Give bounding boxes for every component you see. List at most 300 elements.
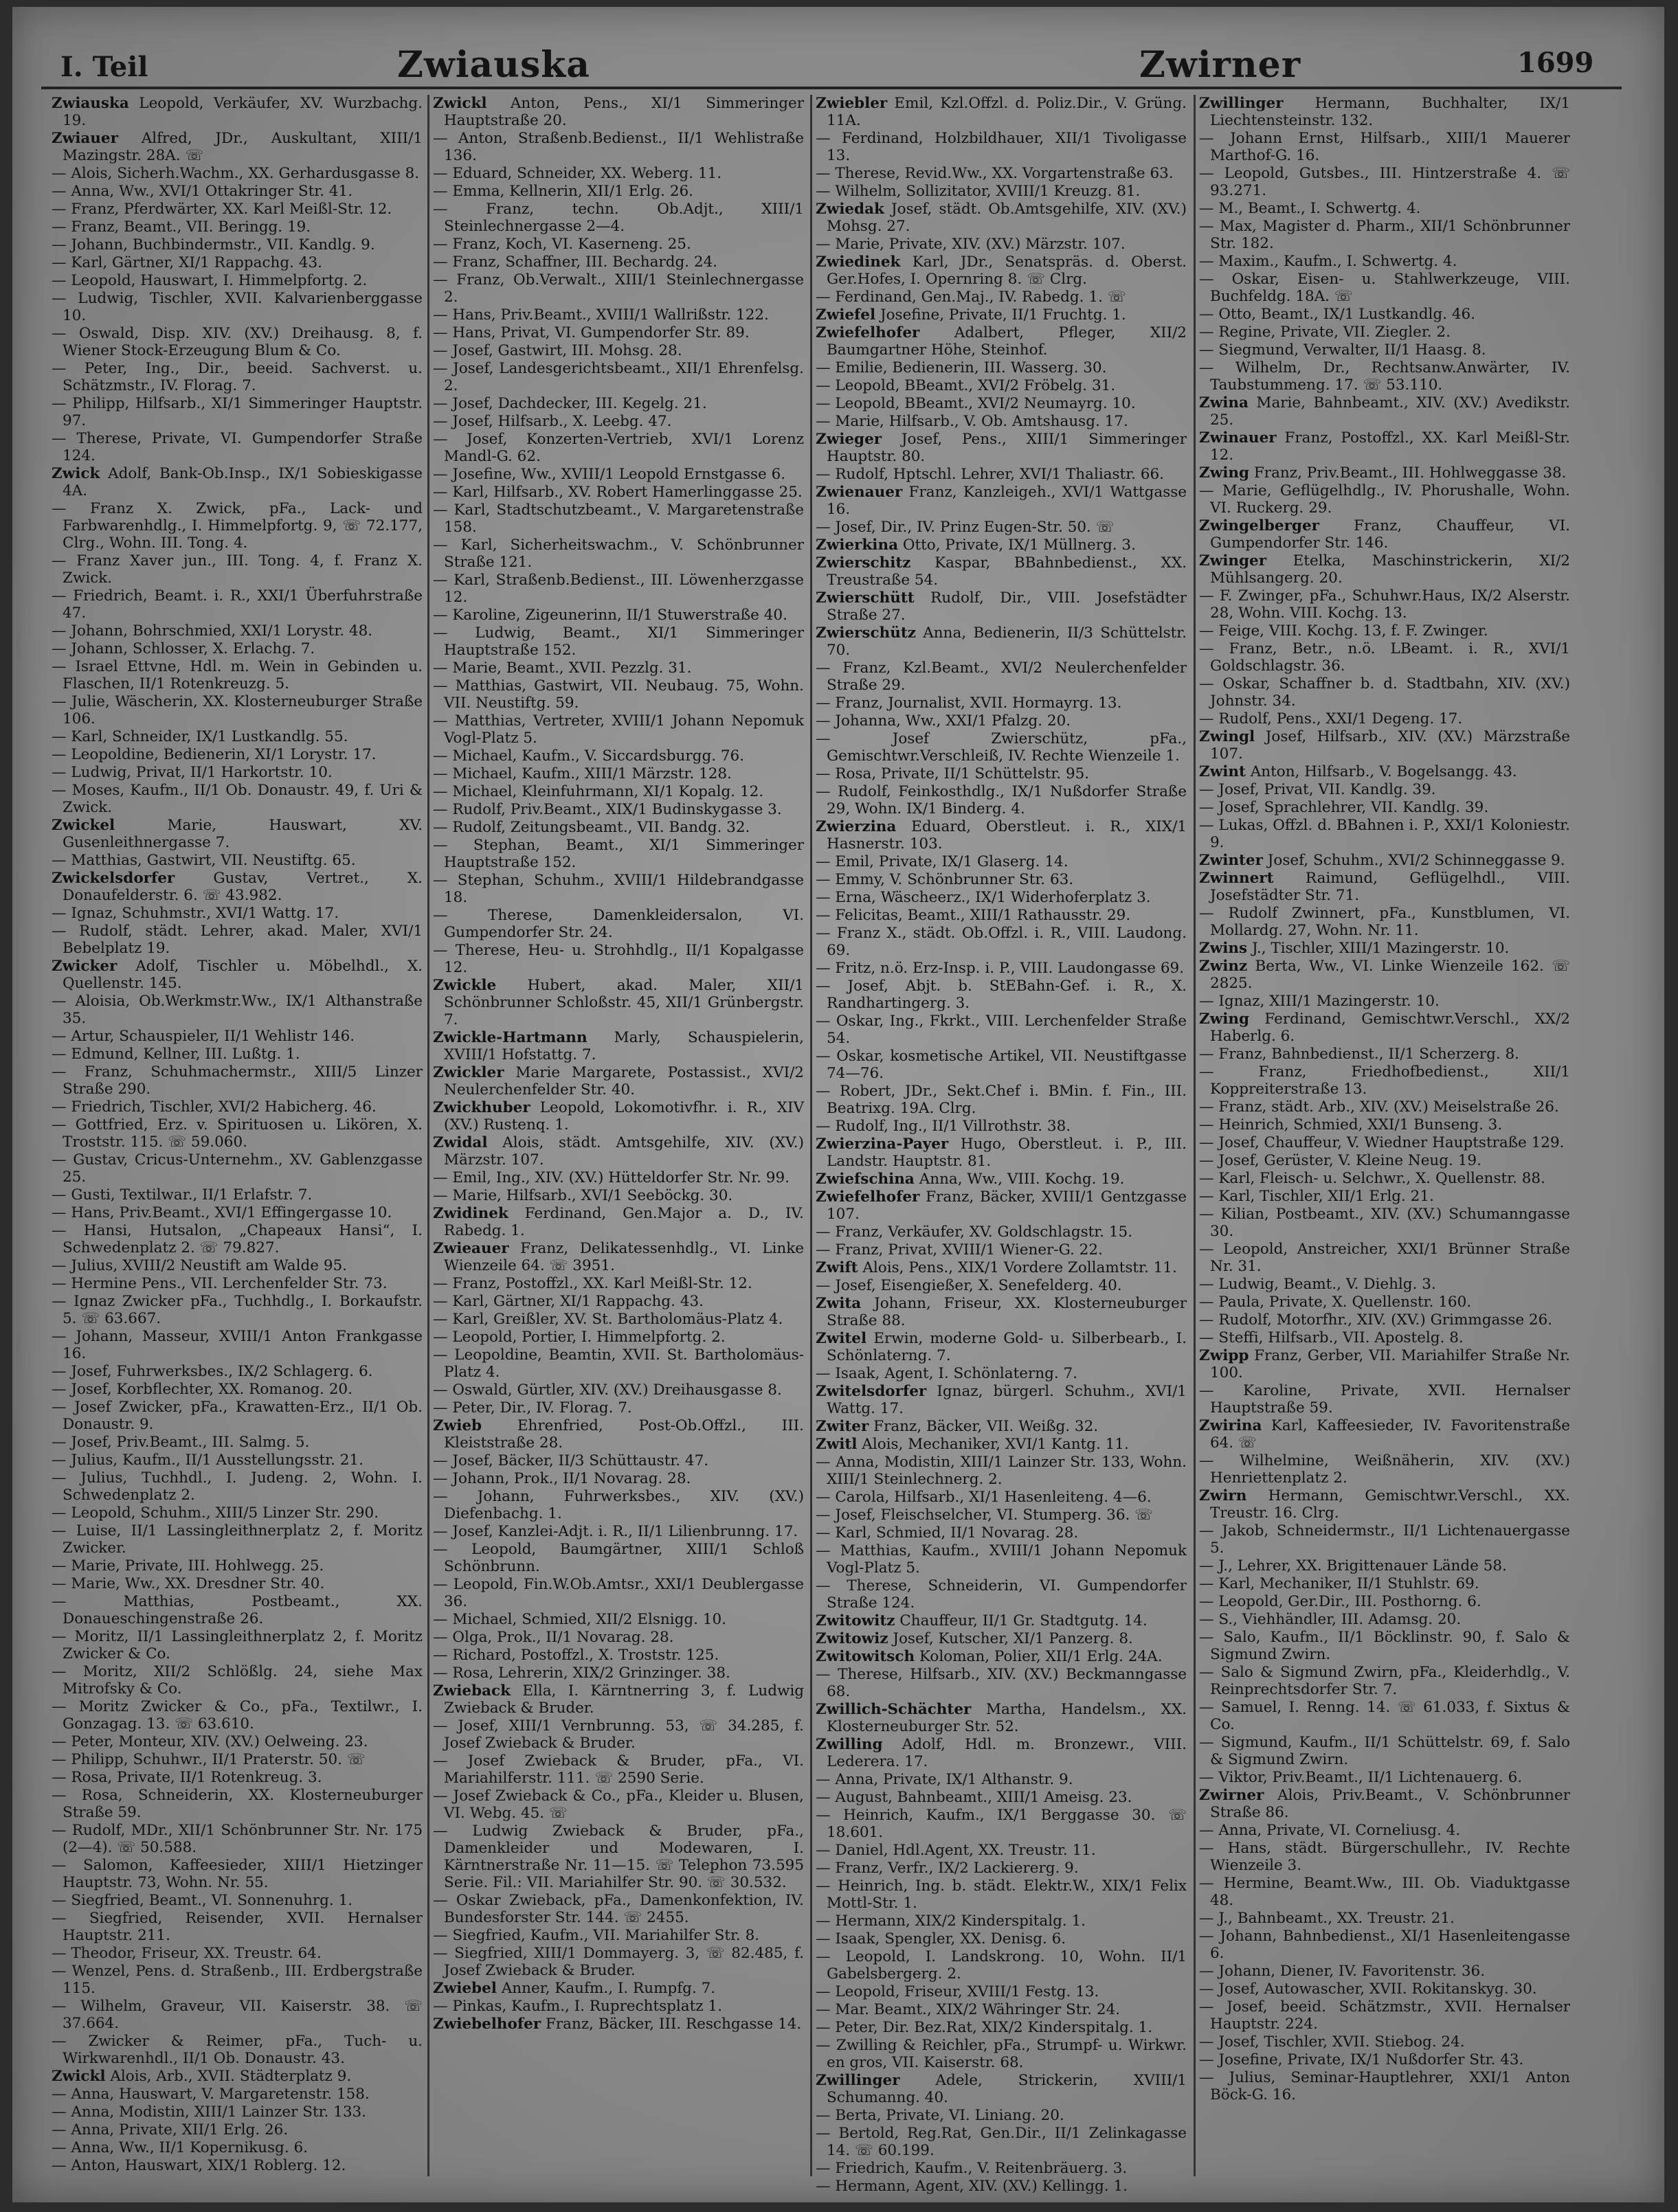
directory-entry: — Emma, Kellnerin, XII/1 Erlg. 26. [433,183,694,200]
directory-entry: — Franz X. Zwick, pFa., Lack- und Farbwarenhdlg., I. Himmelpfortg. 9, ☏ 72.177, Clrg., Wohn. III. Tong. 4. [52,500,423,552]
directory-entry: — Anna, Modistin, XIII/1 Lainzer Str. 133, Wohn. XIII/1 Steinlechnerg. 2. [816,1454,1187,1488]
column-divider [427,95,429,2176]
directory-entry: — Rudolf, Pens., XXI/1 Degeng. 17. [1199,710,1463,727]
directory-entry: Zwipp Franz, Gerber, VII. Mariahilfer Straße Nr. 100. [1199,1347,1570,1381]
directory-entry: — Pinkas, Kaufm., I. Ruprechtsplatz 1. [433,1998,722,2015]
directory-entry: — Moritz, XII/2 Schlößlg. 24, siehe Max Mitrofsky & Co. [52,1663,423,1697]
directory-entry: — Josef, Hilfsarb., X. Leebg. 47. [433,413,672,430]
directory-entry: — Julius, Kaufm., II/1 Ausstellungsstr. 21. [52,1452,363,1469]
directory-entry: — Michael, Kleinfuhrmann, XI/1 Kopalg. 12. [433,783,764,800]
directory-entry: — Anna, Private, VI. Corneliusg. 4. [1199,1822,1461,1839]
directory-entry: — Philipp, Schuhwr., II/1 Praterstr. 50. ☏ [52,1751,366,1768]
directory-entry: — Leopold, Gutsbes., III. Hintzerstraße 4. ☏ 93.271. [1199,165,1570,199]
directory-entry: — Julius, Seminar-Hauptlehrer, XXI/1 Anton Böck-G. 16. [1199,2069,1570,2103]
directory-entry: — Oskar, Schaffner b. d. Stadtbahn, XIV. (XV.) Johnstr. 34. [1199,675,1570,710]
directory-entry: — Peter, Dir. Bez.Rat, XIX/2 Kinderspitalg. 1. [816,2019,1153,2036]
directory-entry: — Anton, Straßenb.Bedienst., II/1 Wehlistraße 136. [433,130,804,164]
directory-entry: — Berta, Private, VI. Liniang. 20. [816,2107,1064,2124]
directory-entry: Zwickel Marie, Hauswart, XV. Gusenleithnergasse 7. [52,817,423,851]
directory-entry: Zwillinger Adele, Strickerin, XVIII/1 Schumanng. 40. [816,2072,1187,2106]
directory-entry: — Julius, XVIII/2 Neustift am Walde 95. [52,1257,348,1274]
directory-entry: — Leopold, BBeamt., XVI/2 Neumayrg. 10. [816,395,1136,412]
directory-entry: — Rosa, Private, II/1 Schüttelstr. 95. [816,765,1090,782]
directory-entry: — Anna, Private, IX/1 Althanstr. 9. [816,1771,1073,1788]
directory-entry: — Josef, Konzerten-Vertrieb, XVI/1 Lorenz Mandl-G. 62. [433,431,804,465]
directory-entry: — Anna, Modistin, XIII/1 Lainzer Str. 133. [52,2103,367,2121]
directory-entry: — Otto, Beamt., IX/1 Lustkandlg. 46. [1199,306,1476,323]
directory-entry: — Franz, Verfr., IX/2 Lackiererg. 9. [816,1860,1079,1877]
directory-entry: Zwickhuber Leopold, Lokomotivfhr. i. R., XIV (XV.) Rustenq. 1. [433,1099,804,1133]
directory-entry: — Julius, Tuchhdl., I. Judeng. 2, Wohn. I. Schwedenplatz 2. [52,1469,423,1504]
directory-entry: — Feige, VIII. Kochg. 13, f. F. Zwinger. [1199,622,1488,640]
column-4 [1199,95,1570,2176]
directory-entry: Zwinter Josef, Schuhm., XVI/2 Schinneggasse 9. [1199,852,1565,869]
directory-entry: — Franz, Beamt., VII. Beringg. 19. [52,218,311,236]
directory-entry: — Hermann, XIX/2 Kinderspitalg. 1. [816,1912,1086,1930]
directory-entry: — Zwicker & Reimer, pFa., Tuch- u. Wirkwarenhdl., II/1 Ob. Donaustr. 43. [52,2033,423,2067]
directory-entry: — Josef Zwieback & Bruder, pFa., VI. Mariahilferstr. 111. ☏ 2590 Serie. [433,1752,804,1787]
directory-entry: — Olga, Prok., II/1 Novarag. 28. [433,1629,674,1646]
directory-entry: Zwirn Hermann, Gemischtwr.Verschl., XX. Treustr. 16. Clrg. [1199,1487,1570,1522]
directory-entry: — Rudolf, Zeitungsbeamt., VII. Bandg. 32. [433,819,750,836]
directory-entry: — Mar. Beamt., XIX/2 Währinger Str. 24. [816,2001,1121,2018]
directory-entry: — Regine, Private, VII. Ziegler. 2. [1199,324,1451,341]
directory-entry: — Rosa, Private, II/1 Rotenkreug. 3. [52,1769,322,1786]
directory-entry: — Stephan, Schuhm., XVIII/1 Hildebrandgasse 18. [433,872,804,906]
directory-entry: — Karl, Greißler, XV. St. Bartholomäus-Platz 4. [433,1311,783,1328]
directory-entry: — Josefine, Ww., XVIII/1 Leopold Ernstgasse 6. [433,466,786,483]
directory-entry: — Heinrich, Ing. b. städt. Elektr.W., XIX/1 Felix Mottl-Str. 1. [816,1877,1187,1912]
directory-entry: — Josef, Sprachlehrer, VII. Kandlg. 39. [1199,799,1489,816]
directory-entry: — Anna, Hauswart, V. Margaretenstr. 158. [52,2086,370,2103]
directory-entry: — Franz, Schuhmachermstr., XIII/5 Linzer Straße 290. [52,1063,423,1098]
directory-entry: — Leopold, Anstreicher, XXI/1 Brünner Straße Nr. 31. [1199,1241,1570,1275]
directory-entry: — Hermann, Agent, XIV. (XV.) Kellingg. 1. [816,2178,1128,2195]
directory-entry: — Ludwig, Tischler, XVII. Kalvarienberggasse 10. [52,290,423,324]
directory-entry: — Hermine, Beamt.Ww., III. Ob. Viaduktgasse 48. [1199,1875,1570,1909]
directory-entry: — Siegfried, XIII/1 Dommayerg. 3, ☏ 82.485, f. Josef Zwieback & Bruder. [433,1945,804,1979]
directory-entry: Zwinger Etelka, Maschinstrickerin, XI/2 Mühlsangerg. 20. [1199,552,1570,587]
directory-entry: — Johanna, Ww., XXI/1 Pfalzg. 20. [816,712,1071,730]
column-divider [1194,95,1196,2176]
directory-entry: — Anna, Ww., XVI/1 Ottakringer Str. 41. [52,183,353,200]
directory-entry: — Josef Zwierschütz, pFa., Gemischtwr.Verschleiß, IV. Rechte Wienzeile 1. [816,730,1187,765]
directory-entry: — Therese, Schneiderin, VI. Gumpendorfer Straße 124. [816,1577,1187,1612]
directory-entry: — Hans, Privat, VI. Gumpendorfer Str. 89. [433,324,750,341]
directory-entry: — Leopold, Friseur, XVIII/1 Festg. 13. [816,1983,1099,2000]
directory-entry: Zwieauer Franz, Delikatessenhdlg., VI. Linke Wienzeile 64. ☏ 3951. [433,1240,804,1274]
directory-entry: — Leopold, Portier, I. Himmelpfortg. 2. [433,1329,726,1346]
directory-entry: Zwierschitz Kaspar, BBahnbedienst., XX. Treustraße 54. [816,554,1187,589]
page-number: 1699 [1517,47,1594,79]
directory-entry: — Leopold, Baumgärtner, XIII/1 Schloß Schönbrunn. [433,1541,804,1575]
directory-entry: — Josef, Gerüster, V. Kleine Neug. 19. [1199,1152,1481,1169]
column-3 [816,95,1187,2195]
directory-entry: — Matthias, Gastwirt, VII. Neubaug. 75, Wohn. VII. Neustiftg. 59. [433,677,804,712]
directory-entry: — Johann, Buchbindermstr., VII. Kandlg. 9. [52,236,375,253]
directory-entry: — Franz, Koch, VI. Kaserneng. 25. [433,236,691,253]
directory-entry: Zwiebelhofer Franz, Bäcker, III. Reschgasse 14. [433,2016,802,2033]
directory-entry: Zwierkina Otto, Private, IX/1 Müllnerg. 3. [816,537,1136,554]
directory-entry: — Therese, Hilfsarb., XIV. (XV.) Beckmanngasse 68. [816,1666,1187,1700]
directory-entry: — Franz, techn. Ob.Adjt., XIII/1 Steinlechnergasse 2—4. [433,201,804,235]
directory-entry: Zwift Alois, Pens., XIX/1 Vordere Zollamtstr. 11. [816,1259,1177,1276]
directory-entry: — Karl, Gärtner, XI/1 Rappachg. 43. [433,1293,704,1310]
directory-entry: — Ignaz, XIII/1 Mazingerstr. 10. [1199,993,1440,1010]
directory-entry: — Franz, Pferdwärter, XX. Karl Meißl-Str. 12. [52,201,392,218]
directory-entry: — Zwilling & Reichler, pFa., Strumpf- u. Wirkwr. en gros, VII. Kaiserstr. 68. [816,2037,1187,2071]
directory-entry: — Lukas, Offzl. d. BBahnen i. P., XXI/1 Koloniestr. 9. [1199,817,1570,851]
column-2 [433,95,804,2176]
directory-entry: Zwins J., Tischler, XIII/1 Mazingerstr. 10. [1199,940,1510,957]
directory-entry: — Rudolf, städt. Lehrer, akad. Maler, XVI/1 Bebelplatz 19. [52,923,423,957]
directory-entry: — Viktor, Priv.Beamt., II/1 Lichtenauerg. 6. [1199,1769,1523,1786]
directory-entry: — Karl, Schmied, II/1 Novarag. 28. [816,1524,1079,1542]
directory-entry: Zwierzina Eduard, Oberstleut. i. R., XIX/1 Hasnerstr. 103. [816,818,1187,853]
directory-entry: Zwierschütz Anna, Bedienerin, II/3 Schüttelstr. 70. [816,624,1187,659]
directory-entry: — Emil, Private, IX/1 Glaserg. 14. [816,853,1069,870]
directory-entry: — Steffi, Hilfsarb., VII. Apostelg. 8. [1199,1329,1464,1346]
directory-entry: — Ignaz, Schuhmstr., XVI/1 Wattg. 17. [52,905,339,922]
directory-entry: — Leopold, BBeamt., XVI/2 Fröbelg. 31. [816,377,1116,394]
directory-entry: — Marie, Private, III. Hohlwegg. 25. [52,1557,324,1575]
directory-entry: — Siegfried, Beamt., VI. Sonnenuhrg. 1. [52,1892,353,1909]
directory-entry: Zwina Marie, Bahnbeamt., XIV. (XV.) Avedikstr. 25. [1199,394,1570,429]
directory-entry: — Heinrich, Kaufm., IX/1 Berggasse 30. ☏ 18.601. [816,1807,1187,1841]
directory-entry: — Josef, Dir., IV. Prinz Eugen-Str. 50. ☏ [816,519,1115,536]
directory-entry: — Franz, städt. Arb., XIV. (XV.) Meiselstraße 26. [1199,1098,1559,1116]
first-entry-keyword: Zwiauska [397,44,590,86]
directory-entry: — Franz X., städt. Ob.Offzl. i. R., VIII. Laudong. 69. [816,925,1187,959]
directory-entry: — Ludwig, Privat, II/1 Harkortstr. 10. [52,764,333,781]
directory-entry: — Felicitas, Beamt., XIII/1 Rathausstr. 29. [816,907,1131,924]
directory-entry: — Josef, Fuhrwerksbes., IX/2 Schlagerg. 6. [52,1363,373,1380]
directory-entry: — Moritz, II/1 Lassingleithnerplatz 2, f. Moritz Zwicker & Co. [52,1628,423,1662]
directory-entry: — Josef, Abjt. b. StEBahn-Gef. i. R., X. Randhartingerg. 3. [816,978,1187,1012]
directory-entry: Zwitelsdorfer Ignaz, bürgerl. Schuhm., XVI/1 Wattg. 17. [816,1383,1187,1417]
directory-entry: — Marie, Hilfsarb., V. Ob. Amtshausg. 17. [816,413,1128,430]
directory-entry: — Leopold, Hauswart, I. Himmelpfortg. 2. [52,272,368,289]
header-rule [41,87,1622,89]
directory-entry: Zwing Ferdinand, Gemischtwr.Verschl., XX/2 Haberlg. 6. [1199,1011,1570,1045]
directory-entry: — Moritz Zwicker & Co., pFa., Textilwr., I. Gonzagag. 13. ☏ 63.610. [52,1698,423,1733]
directory-entry: — Josef Zwicker, pFa., Krawatten-Erz., II/1 Ob. Donaustr. 9. [52,1399,423,1433]
directory-entry: — Theodor, Friseur, XX. Treustr. 64. [52,1945,322,1962]
directory-entry: — Julie, Wäscherin, XX. Klosterneuburger Straße 106. [52,693,423,727]
directory-entry: — Hans, städt. Bürgerschullehr., IV. Rechte Wienzeile 3. [1199,1840,1570,1874]
directory-entry: — Alois, Sicherh.Wachm., XX. Gerhardusgasse 8. [52,165,420,182]
directory-entry: — Siegfried, Reisender, XVII. Hernalser Hauptstr. 211. [52,1910,423,1944]
directory-entry: — Leopold, Schuhm., XIII/5 Linzer Str. 290. [52,1504,379,1522]
column-1 [52,95,423,2176]
directory-entry: — Oskar Zwieback, pFa., Damenkonfektion, IV. Bundesforster Str. 144. ☏ 2455. [433,1892,804,1926]
directory-entry: — Rudolf, Feinkosthdlg., IX/1 Nußdorfer Straße 29, Wohn. IX/1 Binderg. 4. [816,783,1187,817]
directory-entry: Zwieb Ehrenfried, Post-Ob.Offzl., III. Kleiststraße 28. [433,1417,804,1452]
directory-entry: — Ludwig, Beamt., XI/1 Simmeringer Hauptstraße 152. [433,624,804,659]
directory-entry: — Matthias, Gastwirt, VII. Neustiftg. 65. [52,852,356,869]
directory-entry: — Wenzel, Pens. d. Straßenb., III. Erdbergstraße 115. [52,1963,423,1997]
directory-entry: Zwiauer Alfred, JDr., Auskultant, XIII/1 Mazingstr. 28A. ☏ [52,130,423,164]
directory-entry: Zwickle-Hartmann Marly, Schauspielerin, XVIII/1 Hofstattg. 7. [433,1029,804,1063]
directory-entry: — Josef, Eisengießer, X. Senefelderg. 40. [816,1277,1122,1294]
directory-entry: — Franz, Bahnbedienst., II/1 Scherzerg. 8. [1199,1046,1520,1063]
directory-entry: Zwiter Franz, Bäcker, VII. Weißg. 32. [816,1418,1099,1435]
directory-entry: — Josef, Privat, VII. Kandlg. 39. [1199,781,1436,798]
directory-entry: — Franz, Postoffzl., XX. Karl Meißl-Str. 12. [433,1275,752,1292]
directory-entry: — Wilhelm, Dr., Rechtsanw.Anwärter, IV. Taubstummeng. 17. ☏ 53.110. [1199,359,1570,394]
directory-entry: Zwiedinek Karl, JDr., Senatspräs. d. Oberst. Ger.Hofes, I. Opernring 8. ☏ Clrg. [816,253,1187,288]
directory-entry: Zwieger Josef, Pens., XIII/1 Simmeringer Hauptstr. 80. [816,431,1187,465]
directory-entry: — Michael, Kaufm., XIII/1 Märzstr. 128. [433,765,732,782]
directory-entry: Zwitl Alois, Mechaniker, XVI/1 Kantg. 11. [816,1436,1129,1453]
directory-entry: — Franz Xaver jun., III. Tong. 4, f. Franz X. Zwick. [52,552,423,587]
directory-entry: — Hans, Priv.Beamt., XVIII/1 Wallrißstr. 122. [433,306,769,324]
directory-entry: — Josef, Autowascher, XVII. Rokitanskyg. 30. [1199,1980,1537,1998]
directory-entry: Zwick Adolf, Bank-Ob.Insp., IX/1 Sobieskigasse 4A. [52,465,423,499]
directory-entry: — Karl, Fleisch- u. Selchwr., X. Quellenstr. 88. [1199,1170,1545,1187]
directory-entry: — Johann, Prok., II/1 Novarag. 28. [433,1470,691,1487]
directory-entry: — Bertold, Reg.Rat, Gen.Dir., II/1 Zelinkagasse 14. ☏ 60.199. [816,2125,1187,2159]
directory-entry: — Rosa, Schneiderin, XX. Klosterneuburger Straße 59. [52,1787,423,1821]
directory-entry: — Franz, Schaffner, III. Bechardg. 24. [433,253,718,271]
directory-entry: — M., Beamt., I. Schwertg. 4. [1199,200,1421,217]
directory-entry: Zwienauer Franz, Kanzleigeh., XVI/1 Wattgasse 16. [816,484,1187,518]
directory-entry: Zwierzina-Payer Hugo, Oberstleut. i. P., III. Landstr. Hauptstr. 81. [816,1136,1187,1170]
directory-entry: — Franz, Kzl.Beamt., XVI/2 Neulerchenfelder Straße 29. [816,659,1187,694]
directory-entry: — Edmund, Kellner, III. Lußtg. 1. [52,1046,300,1063]
directory-entry: Zwickle Hubert, akad. Maler, XII/1 Schönbrunner Schloßstr. 45, XII/1 Grünbergstr. 7. [433,977,804,1028]
directory-entry: — Maxim., Kaufm., I. Schwertg. 4. [1199,253,1457,270]
directory-entry: — Karoline, Private, XVII. Hernalser Hauptstraße 59. [1199,1382,1570,1417]
directory-entry: Zwirina Karl, Kaffeesieder, IV. Favoritenstraße 64. ☏ [1199,1417,1570,1452]
directory-entry: — Rudolf, Motorfhr., XIV. (XV.) Grimmgasse 26. [1199,1311,1553,1329]
directory-entry: — Israel Ettvne, Hdl. m. Wein in Gebinden u. Flaschen, II/1 Rotenkreuzg. 5. [52,658,423,692]
directory-entry: — Philipp, Hilfsarb., XI/1 Simmeringer Hauptstr. 97. [52,395,423,429]
directory-entry: — S., Viehhändler, III. Adamsg. 20. [1199,1611,1462,1628]
directory-entry: — Salo & Sigmund Zwirn, pFa., Kleiderhdlg., V. Reinprechtsdorfer Str. 7. [1199,1664,1570,1698]
directory-entry: — Daniel, Hdl.Agent, XX. Treustr. 11. [816,1842,1096,1859]
directory-entry: — Josef, Gastwirt, III. Mohsg. 28. [433,342,682,359]
directory-entry: Zwinnert Raimund, Geflügelhdl., VIII. Josefstädter Str. 71. [1199,870,1570,904]
directory-entry: — Leopold, I. Landskrong. 10, Wohn. II/1 Gabelsbergerg. 2. [816,1948,1187,1983]
directory-entry: Zwingelberger Franz, Chauffeur, VI. Gumpendorfer Str. 146. [1199,517,1570,552]
directory-entry: — Gusti, Textilwar., II/1 Erlafstr. 7. [52,1186,313,1204]
directory-entry: — Josef, Dachdecker, III. Kegelg. 21. [433,395,707,412]
directory-entry: — Josef, Chauffeur, V. Wiedner Hauptstraße 129. [1199,1134,1565,1151]
directory-entry: — Josef, beeid. Schätzmstr., XVII. Hernalser Hauptstr. 224. [1199,1998,1570,2033]
directory-entry: Zwiebler Emil, Kzl.Offzl. d. Poliz.Dir., V. Grüng. 11A. [816,95,1187,129]
directory-entry: — Karl, Gärtner, XI/1 Rappachg. 43. [52,254,323,271]
directory-entry: — Jakob, Schneidermstr., II/1 Lichtenauergasse 5. [1199,1522,1570,1557]
directory-entry: — Josef, Priv.Beamt., III. Salmg. 5. [52,1434,310,1451]
directory-entry: Zwillinger Hermann, Buchhalter, IX/1 Liechtensteinstr. 132. [1199,95,1570,129]
directory-entry: — Matthias, Vertreter, XVIII/1 Johann Nepomuk Vogl-Platz 5. [433,712,804,747]
directory-entry: — Ignaz Zwicker pFa., Tuchhdlg., I. Borkaufstr. 5. ☏ 63.667. [52,1293,423,1327]
directory-entry: — Johann, Fuhrwerksbes., XIV. (XV.) Diefenbachg. 1. [433,1488,804,1522]
directory-entry: Zwiefelhofer Franz, Bäcker, XVIII/1 Gentzgasse 107. [816,1188,1187,1223]
directory-entry: — August, Bahnbeamt., XIII/1 Ameisg. 23. [816,1789,1132,1806]
directory-entry: — Artur, Schauspieler, II/1 Wehlistr 146. [52,1028,355,1045]
directory-entry: — Johann, Bohrschmied, XXI/1 Lorystr. 48. [52,622,373,640]
page-header [40,32,1641,93]
directory-entry: — Leopold, Fin.W.Ob.Amtsr., XXI/1 Deublergasse 36. [433,1576,804,1610]
directory-entry: — Michael, Schmied, XII/2 Elsnigg. 10. [433,1611,726,1628]
directory-entry: Zwinz Berta, Ww., VI. Linke Wienzeile 162. ☏ 2825. [1199,958,1570,992]
directory-entry: — Fritz, n.ö. Erz-Insp. i. P., VIII. Laudongasse 69. [816,960,1185,977]
directory-entry: — Matthias, Postbeamt., XX. Donaueschingenstraße 26. [52,1593,423,1627]
directory-entry: — Karl, Tischler, XII/1 Erlg. 21. [1199,1188,1434,1205]
directory-entry: — Peter, Monteur, XIV. (XV.) Oelweing. 23. [52,1733,368,1750]
directory-entry: — Emilie, Bedienerin, III. Wasserg. 30. [816,359,1107,376]
directory-entry: — Johann, Diener, IV. Favoritenstr. 36. [1199,1963,1486,1980]
directory-entry: — Franz, Ob.Verwalt., XIII/1 Steinlechnergasse 2. [433,271,804,306]
directory-entry: — Rudolf Zwinnert, pFa., Kunstblumen, VI. Mollardg. 27, Wohn. Nr. 11. [1199,905,1570,939]
directory-entry: — Karl, Hilfsarb., XV. Robert Hamerlinggasse 25. [433,484,803,501]
directory-entry: Zwidinek Ferdinand, Gen.Major a. D., IV. Rabedg. 1. [433,1205,804,1239]
directory-entry: Zwint Anton, Hilfsarb., V. Bogelsangg. 43. [1199,763,1517,780]
directory-entry: — Siegmund, Verwalter, II/1 Haasg. 8. [1199,341,1486,359]
directory-entry: — Max, Magister d. Pharm., XII/1 Schönbrunner Str. 182. [1199,218,1570,252]
directory-entry: — Rudolf, Priv.Beamt., XIX/1 Budinskygasse 3. [433,801,782,818]
directory-entry: — Josef, Korbflechter, XX. Romanog. 20. [52,1381,353,1398]
directory-entry: — Peter, Ing., Dir., beeid. Sachverst. u. Schätzmstr., IV. Florag. 7. [52,360,423,394]
directory-entry: — Karoline, Zigeunerinn, II/1 Stuwerstraße 40. [433,607,787,624]
last-entry-keyword: Zwirner [1139,44,1301,86]
directory-entry: — Hermine Pens., VII. Lerchenfelder Str. 73. [52,1275,388,1292]
directory-entry: — Josef, Kanzlei-Adjt. i. R., II/1 Lilienbrunng. 17. [433,1523,798,1540]
directory-entry: — Ludwig, Beamt., V. Diehlg. 3. [1199,1276,1436,1293]
directory-entry: — Johann, Schlosser, X. Erlachg. 7. [52,640,315,657]
directory-entry: — Emmy, V. Schönbrunner Str. 63. [816,871,1074,888]
directory-entry: Zwinauer Franz, Postoffzl., XX. Karl Meißl-Str. 12. [1199,429,1570,464]
directory-entry: — Josef Zwieback & Co., pFa., Kleider u. Blusen, VI. Webg. 45. ☏ [433,1787,804,1822]
directory-entry: — J., Bahnbeamt., XX. Treustr. 21. [1199,1910,1455,1927]
directory-entry: Zwicker Adolf, Tischler u. Möbelhdl., X. Quellenstr. 145. [52,958,423,992]
directory-entry: Zwitowiz Josef, Kutscher, XI/1 Panzerg. 8. [816,1630,1133,1647]
directory-entry: — Karl, Stadtschutzbeamt., V. Margaretenstraße 158. [433,501,804,536]
directory-entry: — Josef, Landesgerichtsbeamt., XII/1 Ehrenfelsg. 2. [433,360,804,394]
directory-entry: — Moses, Kaufm., II/1 Ob. Donaustr. 49, f. Uri & Zwick. [52,782,423,816]
directory-entry: Zwingl Josef, Hilfsarb., XIV. (XV.) Märzstraße 107. [1199,728,1570,763]
directory-entry: Zwiefschina Anna, Ww., VIII. Kochg. 19. [816,1171,1125,1188]
directory-entry: — Gottfried, Erz. v. Spirituosen u. Likören, X. Troststr. 115. ☏ 59.060. [52,1116,423,1151]
directory-entry: — Wilhelmine, Weißnäherin, XIV. (XV.) Henriettenplatz 2. [1199,1452,1570,1487]
directory-entry: — Marie, Private, XIV. (XV.) Märzstr. 107. [816,236,1126,253]
directory-entry: Zwickelsdorfer Gustav, Vertret., X. Donaufelderstr. 6. ☏ 43.982. [52,870,423,904]
directory-entry: — Erna, Wäscheerz., IX/1 Widerhoferplatz 3. [816,889,1151,906]
directory-entry: Zwickl Anton, Pens., XI/1 Simmeringer Hauptstraße 20. [433,95,804,129]
directory-entry: — Therese, Damenkleidersalon, VI. Gumpendorfer Str. 24. [433,907,804,941]
directory-entry: — Michael, Kaufm., V. Siccardsburgg. 76. [433,747,745,765]
directory-entry: Zwitowitz Chauffeur, II/1 Gr. Stadtgutg. 14. [816,1612,1148,1629]
directory-entry: Zwiefel Josefine, Private, II/1 Fruchtg. 1. [816,306,1126,324]
directory-entry: — Friedrich, Tischler, XVI/2 Habicherg. 46. [52,1098,377,1116]
directory-entry: — Anton, Hauswart, XIX/1 Roblerg. 12. [52,2157,346,2174]
directory-entry: Zwierschütt Rudolf, Dir., VIII. Josefstädter Straße 27. [816,589,1187,624]
directory-entry: — Karl, Sicherheitswachm., V. Schönbrunner Straße 121. [433,537,804,571]
directory-entry: Zwirner Alois, Priv.Beamt., V. Schönbrunner Straße 86. [1199,1787,1570,1821]
directory-entry: — Therese, Private, VI. Gumpendorfer Straße 124. [52,430,423,464]
directory-entry: — Matthias, Kaufm., XVIII/1 Johann Nepomuk Vogl-Platz 5. [816,1542,1187,1577]
directory-entry: — Sigmund, Kaufm., II/1 Schüttelstr. 69, f. Salo & Sigmund Zwirn. [1199,1734,1570,1768]
directory-entry: — Josef, Tischler, XVII. Stiebog. 24. [1199,2033,1465,2051]
directory-entry: Zwillich-Schächter Martha, Handelsm., XX. Klosterneuburger Str. 52. [816,1701,1187,1735]
directory-entry: — Rosa, Lehrerin, XIX/2 Grinzinger. 38. [433,1664,730,1682]
directory-entry: — Heinrich, Schmied, XXI/1 Bunseng. 3. [1199,1116,1503,1133]
directory-entry: Zwiauska Leopold, Verkäufer, XV. Wurzbachg. 19. [52,95,423,129]
directory-entry: Zwita Johann, Friseur, XX. Klosterneuburger Straße 88. [816,1295,1187,1329]
directory-entry: — Aloisia, Ob.Werkmstr.Ww., IX/1 Althanstraße 35. [52,993,423,1027]
directory-entry: — Peter, Dir., IV. Florag. 7. [433,1399,632,1417]
directory-entry: — Oswald, Disp. XIV. (XV.) Dreihausg. 8, f. Wiener Stock-Erzeugung Blum & Co. [52,325,423,359]
directory-entry: — Wilhelm, Sollizitator, XVIII/1 Kreuzg. 81. [816,183,1141,200]
directory-entry: — Rudolf, Hptschl. Lehrer, XVI/1 Thaliastr. 66. [816,466,1164,483]
directory-entry: — Franz, Journalist, XVII. Hormayrg. 13. [816,695,1122,712]
directory-entry: — Johann Ernst, Hilfsarb., XIII/1 Mauerer Marthof-G. 16. [1199,130,1570,164]
directory-entry: — J., Lehrer, XX. Brigittenauer Lände 58. [1199,1557,1507,1575]
column-divider [810,95,812,2176]
directory-entry: — Kilian, Postbeamt., XIV. (XV.) Schumanngasse 30. [1199,1206,1570,1240]
directory-entry: — Franz, Verkäufer, XV. Goldschlagstr. 15. [816,1223,1133,1241]
directory-entry: — Marie, Ww., XX. Dresdner Str. 40. [52,1575,325,1592]
directory-entry: Zwickl Alois, Arb., XVII. Städterplatz 9. [52,2068,352,2085]
directory-entry: Zwiefelhofer Adalbert, Pfleger, XII/2 Baumgartner Höhe, Steinhof. [816,324,1187,359]
directory-entry: — Wilhelm, Graveur, VII. Kaiserstr. 38. ☏ 37.664. [52,1998,423,2032]
directory-entry: — Friedrich, Kaufm., V. Reitenbräuerg. 3. [816,2160,1128,2177]
directory-entry: — Hansi, Hutsalon, „Chapeaux Hansi“, I. Schwedenplatz 2. ☏ 79.827. [52,1222,423,1256]
directory-entry: — Salo, Kaufm., II/1 Böcklinstr. 90, f. Salo & Sigmund Zwirn. [1199,1629,1570,1663]
directory-entry: Zwitowitsch Koloman, Polier, XII/1 Erlg. 24A. [816,1648,1163,1665]
directory-entry: — Paula, Private, X. Quellenstr. 160. [1199,1294,1472,1311]
directory-entry: — Karl, Mechaniker, II/1 Stuhlstr. 69. [1199,1575,1479,1592]
directory-entry: — Eduard, Schneider, XX. Weberg. 11. [433,165,722,182]
directory-entry: — Ferdinand, Gen.Maj., IV. Rabedg. 1. ☏ [816,289,1126,306]
directory-entry: — Ferdinand, Holzbildhauer, XII/1 Tivoligasse 13. [816,130,1187,164]
directory-entry: — Emil, Ing., XIV. (XV.) Hütteldorfer Str. Nr. 99. [433,1169,790,1186]
directory-entry: — Oskar, kosmetische Artikel, VII. Neustiftgasse 74—76. [816,1048,1187,1082]
directory-entry: — Oswald, Gürtler, XIV. (XV.) Dreihausgasse 8. [433,1381,782,1399]
directory-entry: — Anna, Ww., II/1 Kopernikusg. 6. [52,2139,309,2156]
directory-entry: Zwieback Ella, I. Kärntnerring 3, f. Ludwig Zwieback & Bruder. [433,1682,804,1717]
part-label: I. Teil [60,51,148,83]
directory-entry: — F. Zwinger, pFa., Schuhwr.Haus, IX/2 Alserstr. 28, Wohn. VIII. Kochg. 13. [1199,587,1570,622]
directory-entry: — Carola, Hilfsarb., XI/1 Hasenleiteng. 4—6. [816,1489,1152,1506]
directory-entry: Zwiebel Anner, Kaufm., I. Rumpfg. 7. [433,1980,716,1997]
directory-entry: — Anna, Private, XII/1 Erlg. 26. [52,2121,289,2138]
directory-entry: — Leopoldine, Beamtin, XVII. St. Bartholomäus-Platz 4. [433,1346,804,1381]
directory-entry: — Siegfried, Kaufm., VII. Mariahilfer Str. 8. [433,1927,760,1944]
directory-entry: Zwing Franz, Priv.Beamt., III. Hohlweggasse 38. [1199,464,1567,482]
directory-entry: Zwidal Alois, städt. Amtsgehilfe, XIV. (XV.) Märzstr. 107. [433,1134,804,1169]
directory-entry: — Rudolf, Ing., II/1 Villrothstr. 38. [816,1118,1071,1135]
directory-entry: Zwilling Adolf, Hdl. m. Bronzewr., VIII. Lederera. 17. [816,1736,1187,1770]
directory-entry: — Franz, Betr., n.ö. LBeamt. i. R., XVI/1 Goldschlagstr. 36. [1199,640,1570,675]
directory-entry: — Josef, Bäcker, II/3 Schüttaustr. 47. [433,1452,709,1469]
directory-entry: — Friedrich, Beamt. i. R., XXI/1 Überfuhrstraße 47. [52,587,423,622]
directory-entry: — Therese, Heu- u. Strohhdlg., II/1 Kopalgasse 12. [433,942,804,976]
directory-entry: — Stephan, Beamt., XI/1 Simmeringer Hauptstraße 152. [433,837,804,871]
directory-entry: — Leopoldine, Bedienerin, XI/1 Lorystr. 17. [52,746,377,763]
directory-entry: — Marie, Beamt., XVII. Pezzlg. 31. [433,659,692,677]
directory-entry: — Marie, Geflügelhdlg., IV. Phorushalle, Wohn. VI. Ruckerg. 29. [1199,482,1570,517]
directory-entry: — Gustav, Cricus-Unternehm., XV. Gablenzgasse 25. [52,1151,423,1186]
directory-entry: — Isaak, Agent, I. Schönlaterng. 7. [816,1365,1078,1382]
directory-entry: — Marie, Hilfsarb., XVI/1 Seeböckg. 30. [433,1187,733,1204]
directory-entry: — Josef, Fleischselcher, VI. Stumperg. 36. ☏ [816,1506,1154,1524]
directory-entry: — Oskar, Ing., Fkrkt., VIII. Lerchenfelder Straße 54. [816,1013,1187,1047]
directory-entry: — Isaak, Spengler, XX. Denisg. 6. [816,1930,1066,1948]
directory-entry: — Karl, Straßenb.Bedienst., III. Löwenherzgasse 12. [433,572,804,606]
